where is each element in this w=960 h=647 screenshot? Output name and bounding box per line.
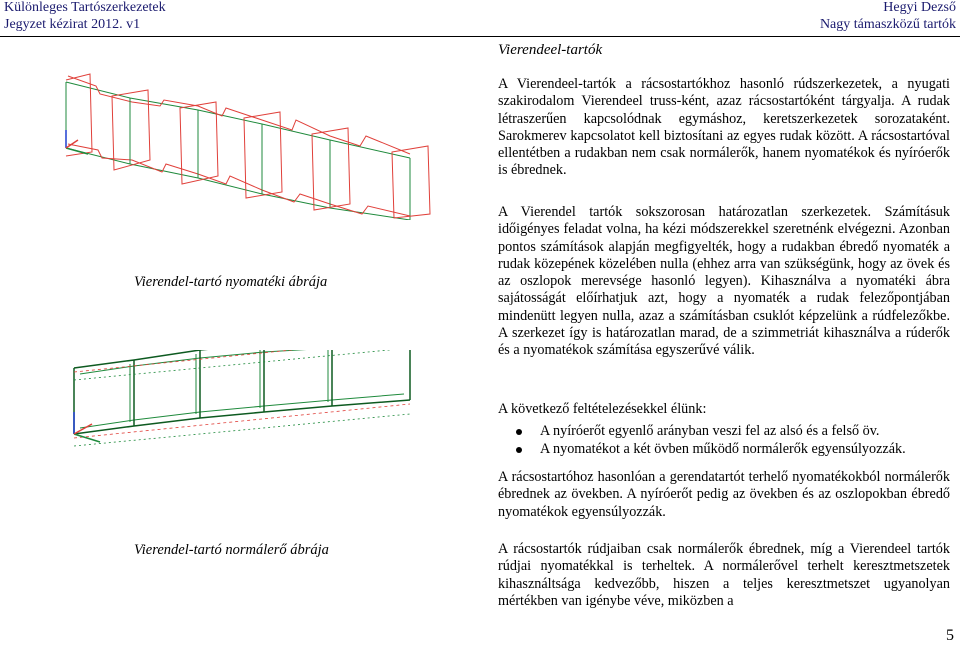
page-number: 5 [946,627,954,644]
list-item: A nyomatékot a két övben működő normálerők egyensúlyozzák. [498,441,950,459]
section-title: Vierendeel-tartók [498,42,603,58]
paragraph-normal-forces: A rácsostartóhoz hasonlóan a gerendatartót terhelő nyomatékokból normálerők ébrednek az övekben. A nyíróerőt pedig az övekben és az oszlopokban ébredő nyomatékok egyensúlyozzák. [498,469,950,520]
bullet-icon [516,447,522,453]
assumption-list [498,423,950,458]
header-note-version: Jegyzet kézirat 2012. v1 [4,17,141,32]
paragraph-intro: A Vierendeel-tartók a rácsostartókhoz hasonló rúdszerkezetek, a nyugati szakirodalom Vierendeel truss-ként, azaz rácsostartóként tárgyalja. A rudak létraszerűen kapcsolódnak egymáshoz, keretszerkezetek sorozataként. Sarokmerev kapcsolatot kell biztosítani az egyes rudak között. A rácsostartóval ellentétben a rudakban nem csak normálerők, hanem nyomatékok és nyíróerők is ébrednek. [498,76,950,179]
list-item: A nyíróerőt egyenlő arányban veszi fel az alsó és a felső öv. [498,423,950,441]
paragraph-comparison: A rácsostartók rúdjaiban csak normálerők ébrednek, míg a Vierendeel tartók rúdjai nyomatékkal is terheltek. A normálerővel terhelt keresztmetszetek kihasználtsága kedvezőbb, hiszen a teljes keresztmetszet ugyanolyan mértékben van igénybe véve, miközben a [498,541,950,609]
header-chapter: Nagy támaszközű tartók [819,17,956,32]
moment-diagram-figure [0,60,450,220]
caption-normal-force-diagram: Vierendel-tartó normálerő ábrája [134,542,329,558]
bullet-icon [516,429,522,435]
axis-triad-icon [66,130,88,154]
axis-triad-icon [74,412,100,442]
normal-force-diagram-figure [0,350,450,480]
page-header [0,0,960,38]
paragraph-indeterminate: A Vierendel tartók sokszorosan határozatlan szerkezetek. Számításuk időigényes feladat volna, ha kézi módszerekkel szeretnénk elvégezni. Azonban pontos számítások alapján megfigyelték, hogy a rudakban ébredő nyomaték a rudak közepének közelében nulla (ehhez arra van szükségünk, hogy az övek és az oszlopok merevsége hasonló legyen). Kihasználva a nyomatéki ábra sajátosságát előírhatjuk azt, hogy a nyomaték a rudak felezőpontjában mindenütt legyen nulla, azaz a számításban csuklót képzelünk a rúdfelezőkbe. A szerkezet így is határozatlan marad, de a szimmetriát kihasználva a rúderők és a nyomatékok számítása egyszerűvé válik. [498,204,950,359]
header-rule [0,36,960,37]
header-course-title: Különleges Tartószerkezetek [4,0,166,15]
caption-moment-diagram: Vierendel-tartó nyomatéki ábrája [134,274,328,290]
header-author: Hegyi Dezső [883,0,956,15]
paragraph-assumptions: A következő feltételezésekkel élünk: [498,401,707,417]
